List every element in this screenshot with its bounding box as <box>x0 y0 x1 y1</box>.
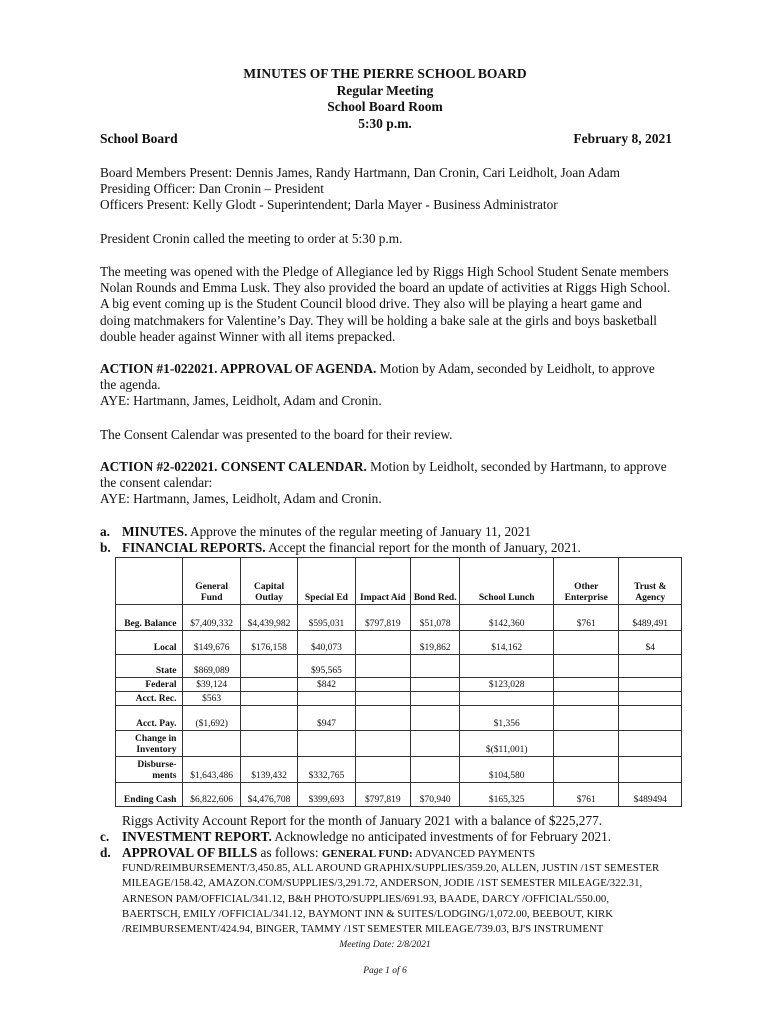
table-cell <box>411 731 460 757</box>
bills-line: MILEAGE/158.42, AMAZON.COM/SUPPLIES/3,291.72, ANDERSON, JODIE /1ST SEMESTER MILEAGE/322.31, <box>122 877 643 890</box>
table-cell: $165,325 <box>460 783 554 807</box>
table-cell <box>355 655 410 678</box>
table-cell <box>355 757 410 783</box>
row-label: State <box>116 655 183 678</box>
table-cell <box>619 678 682 692</box>
action-1-heading: ACTION #1-022021. APPROVAL OF AGENDA. <box>100 361 377 376</box>
column-header <box>116 558 183 605</box>
table-cell: $6,822,606 <box>183 783 240 807</box>
table-cell: $1,356 <box>460 706 554 731</box>
table-cell <box>554 731 619 757</box>
riggs-activity-report: Riggs Activity Account Report for the month of January 2021 with a balance of $225,277. <box>122 813 603 828</box>
table-cell <box>619 692 682 706</box>
action-1-aye: AYE: Hartmann, James, Leidholt, Adam and Cronin. <box>100 393 382 409</box>
table-cell: $149,676 <box>183 631 240 655</box>
item-d-title: APPROVAL OF BILLS <box>122 845 258 860</box>
table-row <box>116 605 682 631</box>
pledge-line: The meeting was opened with the Pledge of Allegiance led by Riggs High School Student Senate members <box>100 264 669 279</box>
table-cell: $123,028 <box>460 678 554 692</box>
column-header: Other Enterprise <box>554 558 619 605</box>
table-row <box>116 706 682 731</box>
table-cell: $4,439,982 <box>240 605 297 631</box>
pledge-line: Nolan Rounds and Emma Lusk. They also provided the board an update of activities at Riggs High School. <box>100 280 671 296</box>
item-marker: b. <box>100 540 111 555</box>
table-cell: $14,162 <box>460 631 554 655</box>
table-row <box>116 631 682 655</box>
table-row <box>116 757 682 783</box>
table-cell <box>460 655 554 678</box>
table-row <box>116 731 682 757</box>
table-cell <box>355 631 410 655</box>
item-d-text: as follows: <box>257 845 322 860</box>
table-cell <box>554 678 619 692</box>
bills-first-entry: ADVANCED PAYMENTS <box>412 848 536 860</box>
table-cell: $4 <box>619 631 682 655</box>
column-header: Trust & Agency <box>619 558 682 605</box>
table-cell: $797,819 <box>355 605 410 631</box>
item-marker: a. <box>100 524 110 539</box>
item-b <box>100 540 581 556</box>
bills-line: ARNESON PAM/OFFICIAL/341.12, B&H PHOTO/SUPPLIES/691.93, BAADE, DARCY /OFFICIAL/550.00, <box>122 892 610 905</box>
table-cell <box>183 731 240 757</box>
officers-present: Officers Present: Kelly Glodt - Superintendent; Darla Mayer - Business Administrator <box>100 197 558 213</box>
table-cell <box>554 757 619 783</box>
table-cell <box>619 731 682 757</box>
meeting-date: February 8, 2021 <box>573 131 672 146</box>
footer-page-number: Page 1 of 6 <box>363 966 407 976</box>
row-label: Acct. Rec. <box>116 692 183 706</box>
table-cell: $595,031 <box>298 605 355 631</box>
table-cell: $761 <box>554 783 619 807</box>
column-header: General Fund <box>183 558 240 605</box>
table-cell <box>554 631 619 655</box>
table-cell: $($11,001) <box>460 731 554 757</box>
item-a <box>100 524 531 540</box>
table-row <box>116 783 682 807</box>
item-marker: c. <box>100 829 110 844</box>
item-b-title: FINANCIAL REPORTS. <box>122 540 266 555</box>
row-label: Disburse-ments <box>116 757 183 783</box>
column-header: Capital Outlay <box>240 558 297 605</box>
action-2-heading: ACTION #2-022021. CONSENT CALENDAR. <box>100 459 367 474</box>
table-cell: $489,491 <box>619 605 682 631</box>
column-header: Special Ed <box>298 558 355 605</box>
action-1 <box>100 361 700 410</box>
table-cell: ($1,692) <box>183 706 240 731</box>
table-cell: $51,078 <box>411 605 460 631</box>
table-row <box>116 692 682 706</box>
board-label: School Board <box>100 131 178 146</box>
table-cell <box>554 692 619 706</box>
item-c-text: Acknowledge no anticipated investments of for February 2021. <box>271 829 612 844</box>
attendance <box>100 165 700 214</box>
document-header <box>0 66 770 132</box>
financial-report-table <box>115 557 682 807</box>
table-cell: $40,073 <box>298 631 355 655</box>
table-cell <box>240 678 297 692</box>
bills-line: BAERTSCH, EMILY /OFFICIAL/341.12, BAYMONT INN & SUITES/LODGING/1,072.00, BEEBOUT, KIRK <box>122 907 614 920</box>
action-2-text-cont: the consent calendar: <box>100 475 213 491</box>
meeting-type: Regular Meeting <box>336 82 434 98</box>
table-cell <box>411 655 460 678</box>
item-c <box>100 829 611 845</box>
table-cell: $489494 <box>619 783 682 807</box>
item-d <box>100 845 535 862</box>
table-cell <box>554 655 619 678</box>
item-c-title: INVESTMENT REPORT. <box>122 829 272 844</box>
action-2-text: Motion by Leidholt, seconded by Hartmann, to approve <box>366 459 667 474</box>
table-cell <box>298 692 355 706</box>
column-header: School Lunch <box>460 558 554 605</box>
footer-meeting-date: Meeting Date: 2/8/2021 <box>339 940 431 950</box>
table-cell <box>411 678 460 692</box>
table-cell: $176,158 <box>240 631 297 655</box>
table-cell: $947 <box>298 706 355 731</box>
table-cell <box>619 757 682 783</box>
table-cell: $869,089 <box>183 655 240 678</box>
meeting-time: 5:30 p.m. <box>358 115 412 131</box>
table-cell: $761 <box>554 605 619 631</box>
table-cell: $1,643,486 <box>183 757 240 783</box>
consent-intro: The Consent Calendar was presented to the board for their review. <box>100 427 453 442</box>
row-label: Ending Cash <box>116 783 183 807</box>
document-title: MINUTES OF THE PIERRE SCHOOL BOARD <box>243 66 527 81</box>
row-label: Acct. Pay. <box>116 706 183 731</box>
row-label: Beg. Balance <box>116 605 183 631</box>
column-header: Bond Red. <box>411 558 460 605</box>
table-cell <box>240 706 297 731</box>
bills-line: /REIMBURSEMENT/424.94, BINGER, TAMMY /1ST SEMESTER MILEAGE/739.03, BJ'S INSTRUMENT <box>122 923 604 936</box>
action-2-aye: AYE: Hartmann, James, Leidholt, Adam and Cronin. <box>100 491 382 507</box>
table-cell <box>355 678 410 692</box>
table-cell: $39,124 <box>183 678 240 692</box>
table-cell <box>554 706 619 731</box>
table-cell: $563 <box>183 692 240 706</box>
table-cell <box>411 757 460 783</box>
pledge-line: double header against Winner with all items prepacked. <box>100 328 396 344</box>
table-cell <box>355 706 410 731</box>
table-row <box>116 655 682 678</box>
table-cell: $139,432 <box>240 757 297 783</box>
action-1-text: Motion by Adam, seconded by Leidholt, to approve <box>376 361 655 376</box>
table-cell: $7,409,332 <box>183 605 240 631</box>
table-cell: $399,693 <box>298 783 355 807</box>
item-a-title: MINUTES. <box>122 524 188 539</box>
general-fund-label: GENERAL FUND: <box>321 848 413 860</box>
table-cell <box>240 731 297 757</box>
table-cell: $19,862 <box>411 631 460 655</box>
row-label: Federal <box>116 678 183 692</box>
table-cell: $842 <box>298 678 355 692</box>
meeting-location: School Board Room <box>327 99 443 114</box>
table-cell: $797,819 <box>355 783 410 807</box>
members-present: Board Members Present: Dennis James, Randy Hartmann, Dan Cronin, Cari Leidholt, Joan Adam <box>100 165 620 180</box>
table-cell <box>619 706 682 731</box>
row-label: Change in Inventory <box>116 731 183 757</box>
column-header: Impact Aid <box>355 558 410 605</box>
pledge-line: doing matchmakers for Valentine’s Day. They will be holding a bake sale at the girls and boys basketball <box>100 312 657 328</box>
presiding-officer: Presiding Officer: Dan Cronin – President <box>100 181 324 197</box>
item-a-text: Approve the minutes of the regular meeting of January 11, 2021 <box>187 524 532 539</box>
table-cell: $4,476,708 <box>240 783 297 807</box>
table-cell <box>240 655 297 678</box>
bills-line: FUND/REIMBURSEMENT/3,450.85, ALL AROUND GRAPHIX/SUPPLIES/359.20, ALLEN, JUSTIN /1ST SEMESTER <box>122 862 660 874</box>
pledge-line: A big event coming up is the Student Council blood drive. They also will be playing a heart game and <box>100 296 642 312</box>
table-cell <box>298 731 355 757</box>
table-cell: $95,565 <box>298 655 355 678</box>
table-cell: $142,360 <box>460 605 554 631</box>
call-to-order: President Cronin called the meeting to order at 5:30 p.m. <box>100 231 403 246</box>
item-marker: d. <box>100 845 111 860</box>
table-cell <box>355 731 410 757</box>
action-1-text-cont: the agenda. <box>100 377 161 393</box>
board-date-row <box>100 131 672 147</box>
table-cell <box>619 655 682 678</box>
row-label: Local <box>116 631 183 655</box>
table-cell: $104,580 <box>460 757 554 783</box>
table-cell: $332,765 <box>298 757 355 783</box>
pledge-paragraph <box>100 264 700 345</box>
table-row <box>116 678 682 692</box>
action-2 <box>100 459 700 508</box>
table-header-row <box>116 558 682 605</box>
table-cell <box>411 692 460 706</box>
bills-list <box>122 861 682 937</box>
table-cell: $70,940 <box>411 783 460 807</box>
table-cell <box>460 692 554 706</box>
table-cell <box>411 706 460 731</box>
table-cell <box>355 692 410 706</box>
item-b-text: Accept the financial report for the month of January, 2021. <box>265 540 581 555</box>
table-cell <box>240 692 297 706</box>
